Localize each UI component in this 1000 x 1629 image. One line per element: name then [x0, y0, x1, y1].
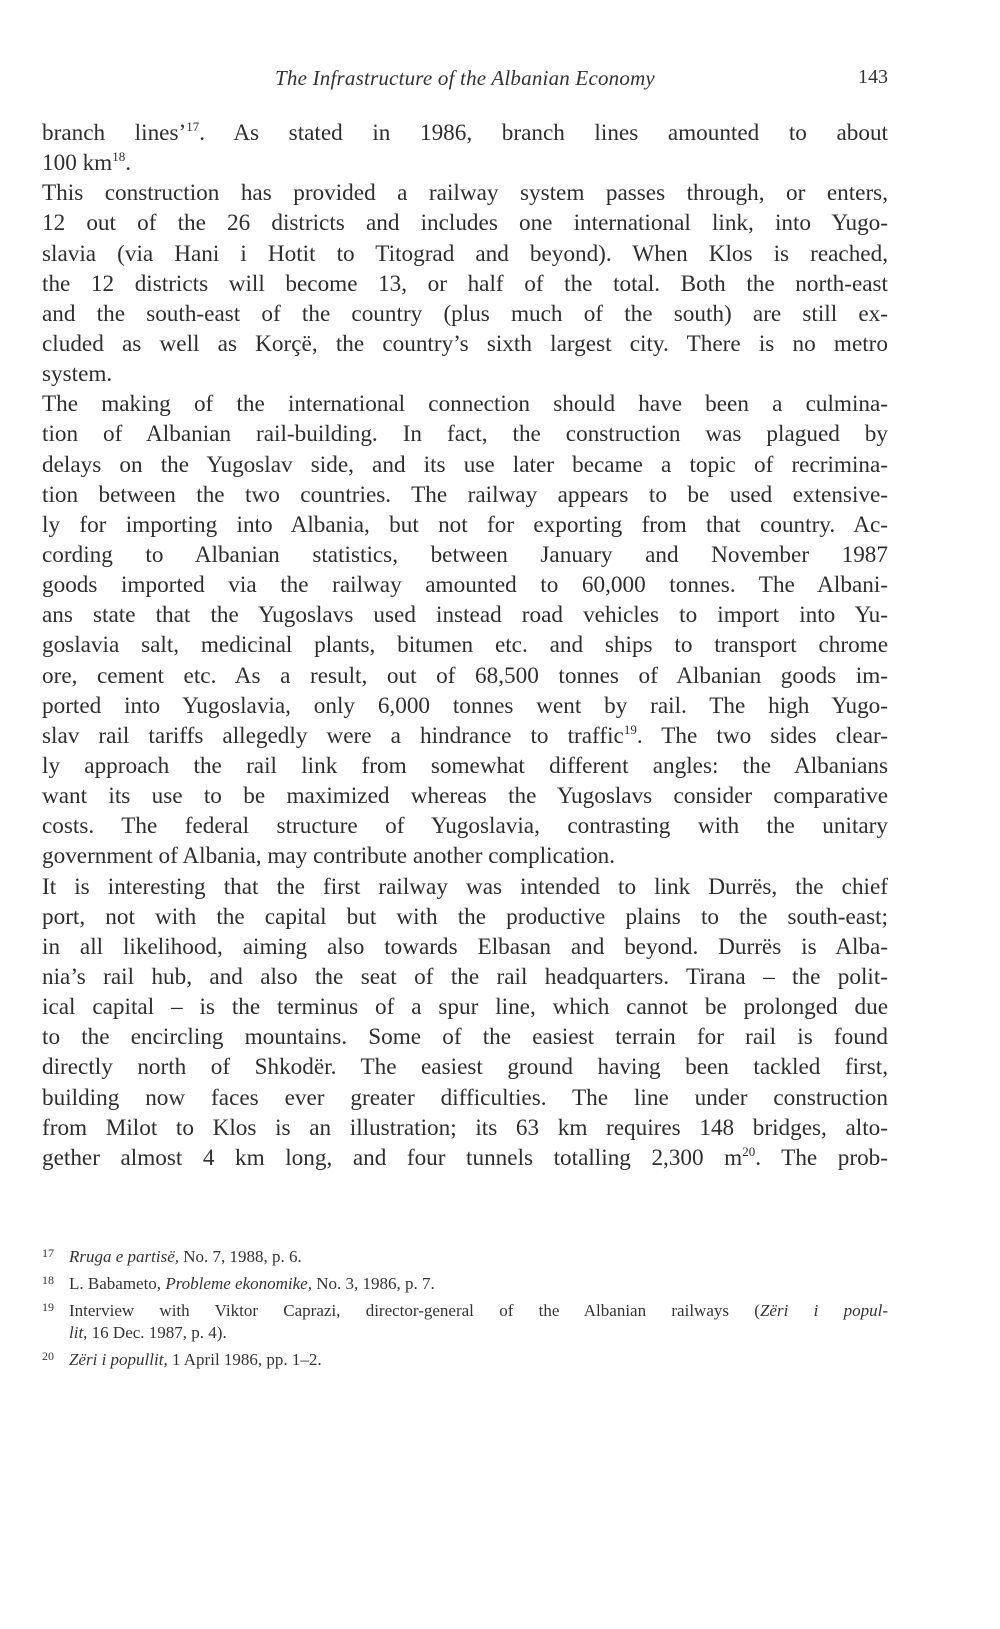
footnote-text: L. Babameto, Probleme ekonomike, No. 3, 1986, p. 7.: [69, 1274, 435, 1293]
text-line: 100 $km^{18}$.: [42, 149, 132, 177]
running-head: [42, 66, 888, 96]
text-line: in all likelihood, aiming also towards Elbasan and beyond. Durrës is Alba-: [42, 933, 888, 960]
text-line: It is interesting that the first railway was intended to link Durrës, the chief: [42, 873, 888, 900]
text-line: The making of the international connection should have been a culmina-: [42, 391, 888, 418]
text-line: directly north of Shkodër. The easiest ground having been tackled first,: [42, 1054, 888, 1081]
text-line: This construction has provided a railway system passes through, or enters,: [42, 180, 888, 207]
text-line: want its use to be maximized whereas the Yugoslavs consider comparative: [42, 783, 888, 810]
page-number: 143: [858, 66, 888, 88]
footnote: [42, 1300, 888, 1344]
footnote-ref: 20: [742, 1143, 756, 1159]
footnote: [42, 1246, 888, 1268]
text-line: slav rail tariffs allegedly were a hindrance to traffic$^{19}$. The two sides clear-: [42, 721, 888, 749]
footnote-text: Rruga e partisë, No. 7, 1988, p. 6.: [69, 1247, 302, 1266]
text-line: government of Albania, may contribute another complication.: [42, 843, 616, 870]
footnote-number: 17: [42, 1246, 54, 1260]
text-line: goslavia salt, medicinal plants, bitumen etc. and ships to transport chrome: [42, 632, 888, 659]
text-line: cluded as well as Korçë, the country’s sixth largest city. There is no metro: [42, 330, 888, 357]
text-line: costs. The federal structure of Yugoslavia, contrasting with the unitary: [42, 813, 888, 840]
body-text: [42, 118, 888, 1173]
text-line: slavia (via Hani i Hotit to Titograd and beyond). When Klos is reached,: [42, 240, 888, 267]
footnote-ref: 17: [186, 119, 200, 134]
text-line: ans state that the Yugoslavs used instead road vehicles to import into Yu-: [42, 602, 888, 629]
text-line: to the encircling mountains. Some of the easiest terrain for rail is found: [42, 1024, 888, 1051]
text-line: tion between the two countries. The railway appears to be used extensive-: [42, 481, 888, 508]
text-line: branch lines’$^{17}$. As stated in 1986, branch lines amounted to about: [42, 119, 888, 146]
text-line: port, not with the capital but with the productive plains to the south-east;: [42, 903, 888, 930]
footnote-text: Interview with Viktor Caprazi, director-general of the Albanian railways (Zëri i popul-: [69, 1301, 888, 1320]
running-title: The Infrastructure of the Albanian Economy: [275, 66, 655, 90]
text-line: system.: [42, 361, 113, 388]
footnote-text: lit, 16 Dec. 1987, p. 4).: [69, 1323, 227, 1342]
text-line: nia’s rail hub, and also the seat of the rail headquarters. Tirana – the polit-: [42, 963, 888, 990]
text-line: cording to Albanian statistics, between January and November 1987: [42, 541, 888, 568]
footnote-text: Zëri i popullit, 1 April 1986, pp. 1–2.: [69, 1350, 322, 1369]
footnote-number: 20: [42, 1349, 54, 1363]
text-line: the 12 districts will become 13, or half of the total. Both the north-east: [42, 270, 888, 297]
footnote-number: 19: [42, 1300, 54, 1314]
text-line: and the south-east of the country (plus much of the south) are still ex-: [42, 300, 888, 327]
text-line: tion of Albanian rail-building. In fact, the construction was plagued by: [42, 421, 888, 448]
footnotes: [42, 1246, 888, 1376]
text-line: ly approach the rail link from somewhat different angles: the Albanians: [42, 752, 888, 779]
footnote-ref: 19: [623, 721, 637, 737]
text-line: from Milot to Klos is an illustration; its 63 km requires 148 bridges, alto-: [42, 1114, 888, 1141]
text-line: ical capital – is the terminus of a spur line, which cannot be prolonged due: [42, 994, 888, 1021]
text-line: ore, cement etc. As a result, out of 68,500 tonnes of Albanian goods im-: [42, 662, 888, 689]
text-line: ported into Yugoslavia, only 6,000 tonnes went by rail. The high Yugo-: [42, 692, 888, 719]
text-line: building now faces ever greater difficulties. The line under construction: [42, 1084, 888, 1111]
text-line: gether almost 4 km long, and four tunnels totalling 2,300 $m^{20}$. The prob-: [42, 1143, 888, 1171]
footnote: [42, 1349, 888, 1371]
text-line: ly for importing into Albania, but not for exporting from that country. Ac-: [42, 511, 888, 538]
footnote-ref: 18: [112, 149, 126, 165]
text-line: delays on the Yugoslav side, and its use later became a topic of recrimina-: [42, 451, 888, 478]
footnote-number: 18: [42, 1273, 54, 1287]
text-line: 12 out of the 26 districts and includes one international link, into Yugo-: [42, 210, 888, 237]
text-line: goods imported via the railway amounted to 60,000 tonnes. The Albani-: [42, 572, 888, 599]
footnote: [42, 1273, 888, 1295]
